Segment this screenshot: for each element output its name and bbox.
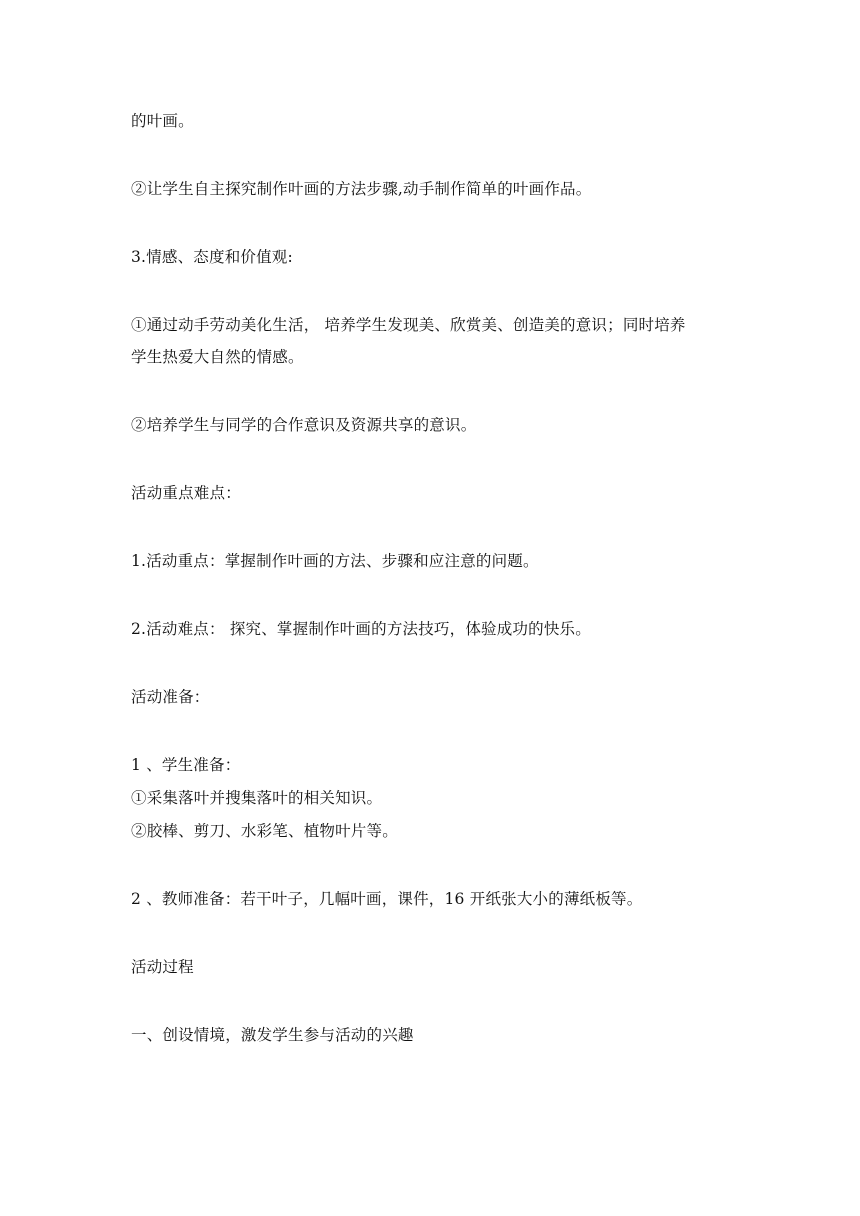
section-heading: 活动准备： xyxy=(131,688,210,706)
paragraph-line: ①通过动手劳动美化生活， 培养学生发现美、欣赏美、创造美的意识；同时培养 xyxy=(131,316,686,334)
paragraph-line: 1 、学生准备： xyxy=(131,756,241,774)
paragraph-line: 1.活动重点：掌握制作叶画的方法、步骤和应注意的问题。 xyxy=(131,552,539,570)
paragraph-line: 学生热爱大自然的情感。 xyxy=(131,348,304,366)
paragraph-line: 2 、教师准备：若干叶子，几幅叶画，课件，16 开纸张大小的薄纸板等。 xyxy=(131,890,643,908)
paragraph-line: ②让学生自主探究制作叶画的方法步骤,动手制作简单的叶画作品。 xyxy=(131,180,592,198)
paragraph-line: ②培养学生与同学的合作意识及资源共享的意识。 xyxy=(131,416,477,434)
paragraph-line: ①采集落叶并搜集落叶的相关知识。 xyxy=(131,789,383,807)
section-heading: 一、创设情境，激发学生参与活动的兴趣 xyxy=(131,1026,414,1044)
paragraph-line: 2.活动难点： 探究、掌握制作叶画的方法技巧，体验成功的快乐。 xyxy=(131,620,591,638)
section-heading: 活动过程 xyxy=(131,958,194,976)
paragraph-line: ②胶棒、剪刀、水彩笔、植物叶片等。 xyxy=(131,822,398,840)
paragraph-line: 的叶画。 xyxy=(131,112,194,130)
section-heading: 活动重点难点： xyxy=(131,484,241,502)
section-heading: 3.情感、态度和价值观: xyxy=(131,248,293,266)
